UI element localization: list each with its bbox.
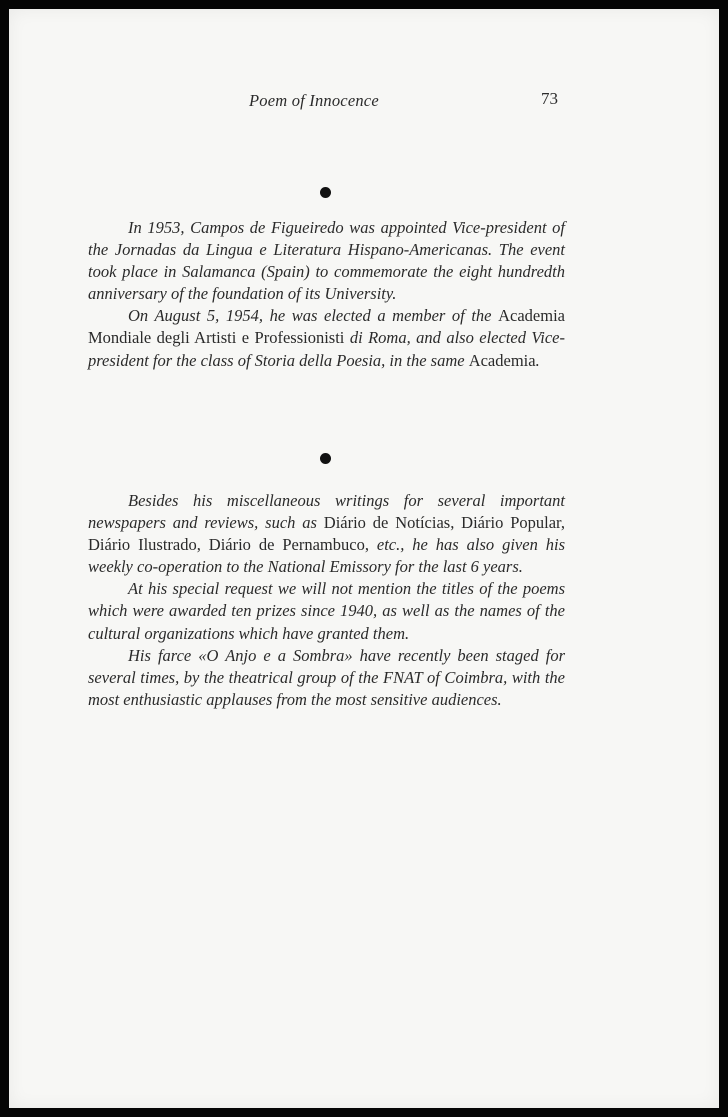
running-header bbox=[9, 91, 719, 115]
paragraph-prizes: At his special request we will not mention the titles of the poems which were awarded ten prizes since 1940, as well as the names of the cultural organizations which have granted them. bbox=[88, 579, 565, 643]
section-appointments bbox=[88, 217, 565, 372]
paragraph-text: On August 5, 1954, he was elected a member of the bbox=[128, 306, 499, 326]
section-bullet-icon bbox=[320, 453, 331, 464]
paragraph-academia bbox=[88, 305, 565, 371]
paragraph-text: di Roma, and also elected Vice-president for the class of Storia della Poesia, in the same bbox=[88, 328, 565, 370]
academy-name: Academia bbox=[468, 350, 536, 370]
newspaper-names: Diário de Notícias, Diário Popular, Diário Ilustrado, Diário de Pernambuco, bbox=[88, 513, 565, 555]
book-page bbox=[9, 9, 719, 1108]
paragraph-farce: His farce «O Anjo e a Sombra» have recently been staged for several times, by the theatrical group of the FNAT of Coimbra, with the most enthusiastic applauses from the most sensitive audiences. bbox=[88, 645, 565, 709]
paragraph-newspapers bbox=[88, 490, 565, 578]
section-writings bbox=[88, 490, 565, 711]
paragraph-text: . bbox=[535, 350, 540, 370]
paragraph-text: Besides his miscellaneous writings for several important newspapers and reviews, such as bbox=[88, 491, 565, 533]
section-bullet-icon bbox=[320, 187, 331, 198]
paragraph-vice-president: In 1953, Campos de Figueiredo was appointed Vice-president of the Jornadas da Lingua e Literatura Hispano-Americanas. The event took place in Salamanca (Spain) to commemorate the eight hundredth anniversary of the foundation of its University. bbox=[88, 218, 565, 304]
running-title: Poem of Innocence bbox=[249, 91, 379, 110]
academy-name: Academia Mondiale degli Artisti e Professionisti bbox=[88, 306, 565, 348]
paragraph-text: etc., he has also given his weekly co-operation to the National Emissory for the last 6 years. bbox=[88, 535, 565, 577]
page-number: 73 bbox=[541, 89, 558, 108]
